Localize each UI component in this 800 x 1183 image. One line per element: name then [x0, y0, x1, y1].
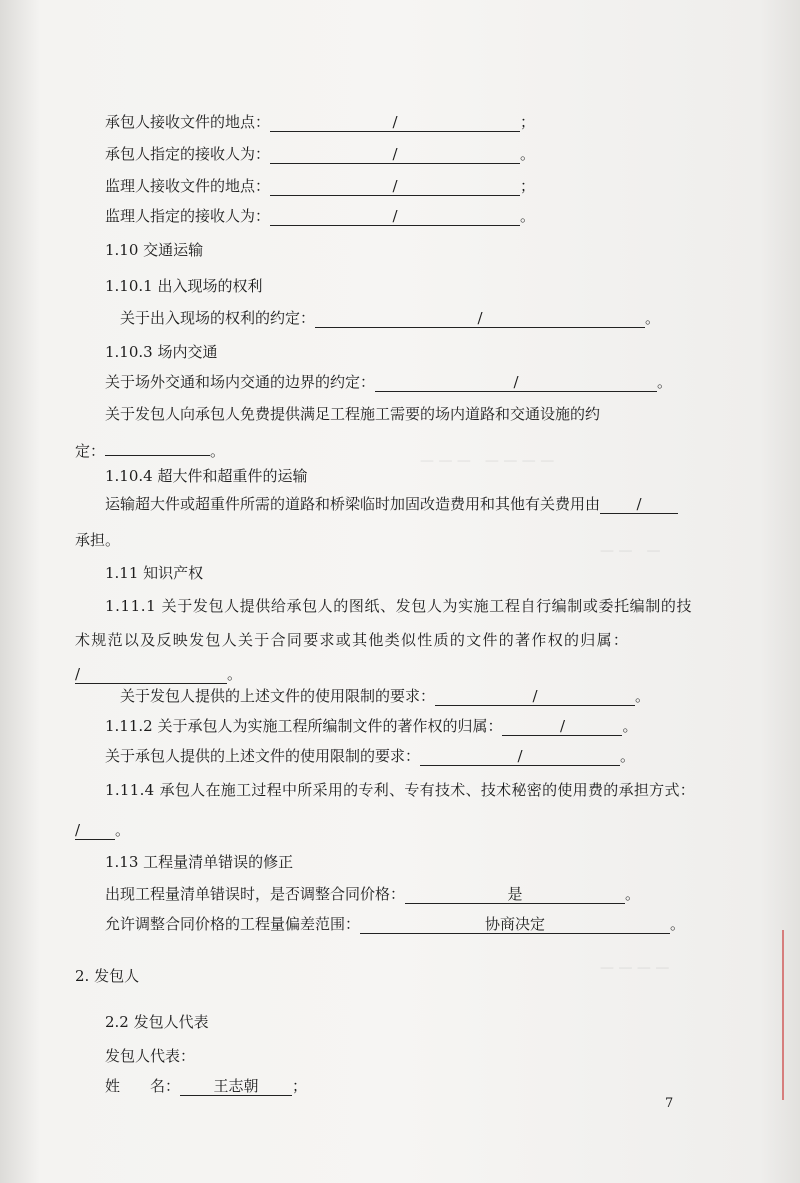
section-heading-1-10: 1.10 交通运输 — [105, 241, 204, 259]
line-contractor-receiver — [105, 144, 535, 164]
field-label: 运输超大件或超重件所需的道路和桥梁临时加固改造费用和其他有关费用由 — [105, 495, 601, 513]
field-label: 关于出入现场的权利的约定： — [120, 309, 316, 327]
field-end: 。 — [227, 665, 243, 683]
field-label: 监理人接收文件的地点： — [105, 177, 271, 195]
section-heading-2: 2. 发包人 — [75, 967, 140, 985]
field-label: 关于发包人提供的上述文件的使用限制的要求： — [120, 687, 436, 705]
field-label: 承包人指定的接收人为： — [105, 145, 271, 163]
line-adjust-price — [105, 884, 640, 904]
field-label: 关于承包人提供的上述文件的使用限制的要求： — [105, 747, 421, 765]
line-supervisor-receipt-location — [105, 176, 535, 196]
field-label: 允许调整合同价格的工程量偏差范围： — [105, 915, 361, 933]
field-end: ； — [520, 113, 536, 131]
field-label: 姓 名： — [105, 1077, 181, 1095]
field-value — [105, 438, 210, 456]
line-employer-representative: 发包人代表： — [105, 1047, 196, 1065]
line-contractor-docs-restriction — [105, 746, 635, 766]
field-label: 定： — [75, 442, 106, 460]
line-contractor-docs-copyright — [105, 716, 638, 736]
line-supervisor-receiver — [105, 206, 535, 226]
field-value: / — [75, 822, 115, 840]
field-value: 王志朝 — [180, 1078, 292, 1096]
line-employer-docs-restriction — [120, 686, 650, 706]
field-value: / — [270, 178, 520, 196]
line-oversize-cost — [105, 494, 678, 514]
line-free-roads-agreement — [75, 438, 225, 461]
field-value: / — [270, 146, 520, 164]
line-traffic-boundary — [105, 372, 672, 392]
field-end: 。 — [115, 821, 131, 839]
line-bear-cost: 承担。 — [75, 531, 121, 549]
bleed-through-decoration: — — — — — — — — [420, 453, 555, 469]
line-copyright-text-2: 术规范以及反映发包人关于合同要求或其他类似性质的文件的著作权的归属： — [75, 631, 630, 649]
field-value: / — [270, 208, 520, 226]
bleed-through-decoration: — — — — — [600, 960, 670, 976]
line-representative-name — [105, 1076, 307, 1096]
line-free-roads-text: 关于发包人向承包人免费提供满足工程施工需要的场内道路和交通设施的约 — [105, 405, 601, 423]
field-end: 。 — [620, 747, 636, 765]
section-heading-1-13: 1.13 工程量清单错误的修正 — [105, 853, 294, 871]
field-value: / — [600, 496, 678, 514]
field-value: 是 — [405, 886, 625, 904]
field-end: ； — [292, 1077, 308, 1095]
line-quantity-deviation — [105, 914, 685, 934]
field-value: / — [315, 310, 645, 328]
section-heading-1-11: 1.11 知识产权 — [105, 564, 204, 582]
line-contractor-receipt-location — [105, 112, 535, 132]
field-end: ； — [520, 177, 536, 195]
field-end: 。 — [622, 717, 638, 735]
field-value: / — [420, 748, 620, 766]
field-label: 监理人指定的接收人为： — [105, 207, 271, 225]
line-site-access-right — [120, 308, 660, 328]
line-patent-fee-value — [75, 820, 130, 840]
field-end: 。 — [210, 442, 226, 460]
line-copyright-text-1: 1.11.1 关于发包人提供给承包人的图纸、发包人为实施工程自行编制或委托编制的技 — [105, 597, 693, 615]
field-end: 。 — [635, 687, 651, 705]
field-value: / — [75, 666, 227, 684]
field-end: 。 — [645, 309, 661, 327]
section-heading-1-10-1: 1.10.1 出入现场的权利 — [105, 277, 263, 295]
field-end: 。 — [520, 207, 536, 225]
section-heading-1-10-3: 1.10.3 场内交通 — [105, 343, 218, 361]
field-end: 。 — [520, 145, 536, 163]
line-patent-fee-text: 1.11.4 承包人在施工过程中所采用的专利、专有技术、技术秘密的使用费的承担方式： — [105, 781, 696, 799]
page-number: 7 — [665, 1096, 674, 1111]
section-heading-1-10-4: 1.10.4 超大件和超重件的运输 — [105, 467, 308, 485]
field-label: 出现工程量清单错误时，是否调整合同价格： — [105, 885, 406, 903]
field-end: 。 — [657, 373, 673, 391]
line-copyright-owner — [75, 664, 242, 684]
field-end: 。 — [670, 915, 686, 933]
field-label: 承包人接收文件的地点： — [105, 113, 271, 131]
section-heading-2-2: 2.2 发包人代表 — [105, 1013, 209, 1031]
field-value: 协商决定 — [360, 916, 670, 934]
field-value: / — [435, 688, 635, 706]
field-value: / — [375, 374, 657, 392]
field-value: / — [502, 718, 622, 736]
field-end: 。 — [625, 885, 641, 903]
field-value: / — [270, 114, 520, 132]
bleed-through-decoration: — — — — [600, 543, 661, 559]
field-label: 1.11.2 关于承包人为实施工程所编制文件的著作权的归属： — [105, 717, 503, 735]
field-label: 关于场外交通和场内交通的边界的约定： — [105, 373, 376, 391]
red-stamp-fragment — [782, 930, 800, 1100]
